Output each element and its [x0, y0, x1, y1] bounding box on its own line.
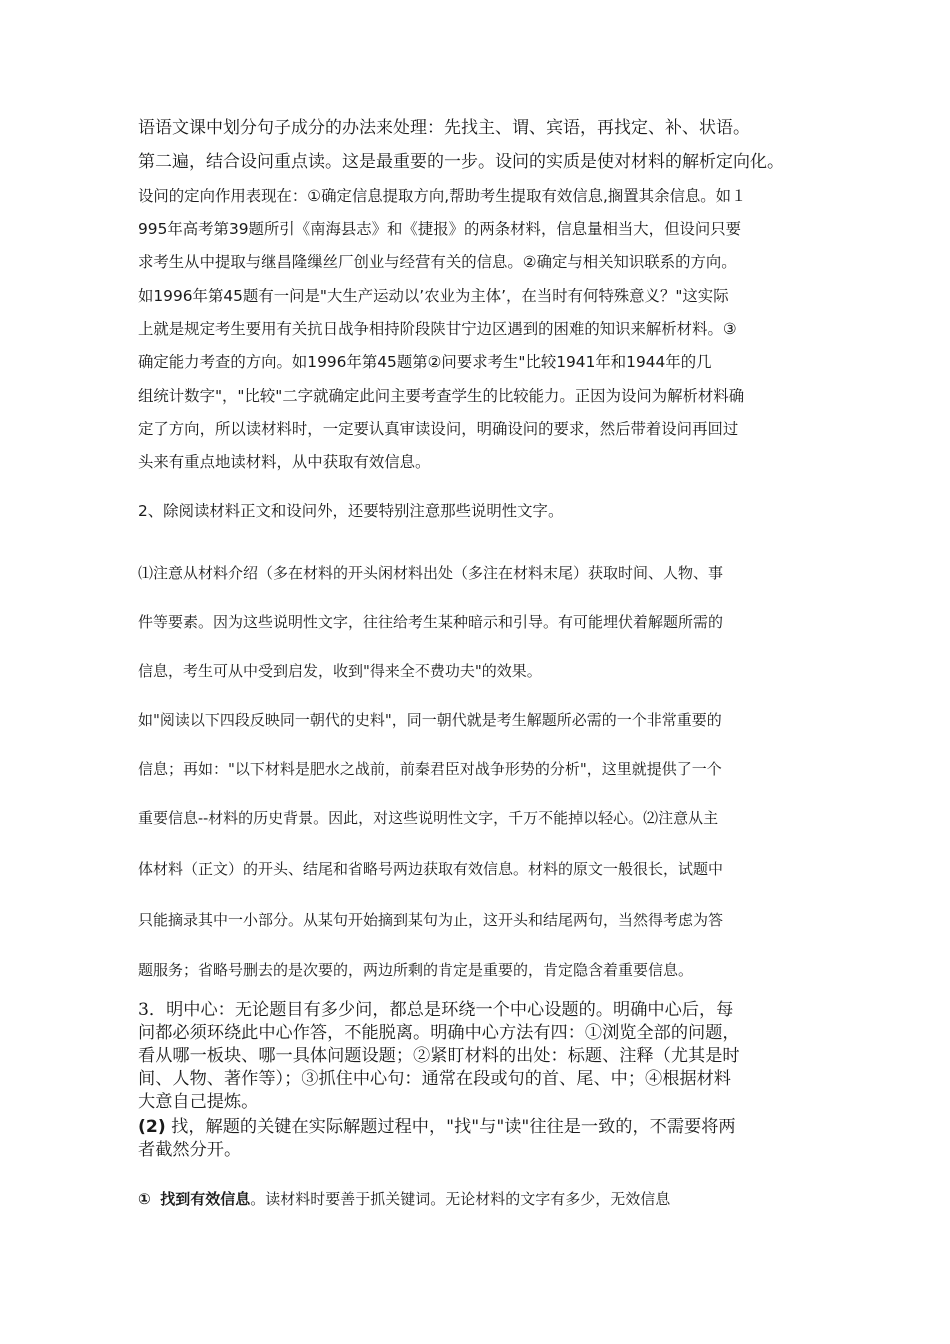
- para1-line-4: 995年高考第39题所引《南海县志》和《捷报》的两条材料，信息量相当大，但设问只要: [138, 220, 742, 238]
- para1-line-11: 头来有重点地读材料，从中获取有效信息。: [138, 453, 431, 471]
- para3-line-1: 3．明中心：无论题目有多少问，都总是环绕一个中心设题的。明确中心后，每: [138, 1000, 734, 1020]
- para1-line-1: 语语文课中划分句子成分的办法来处理：先找主、谓、宾语，再找定、补、状语。: [138, 118, 750, 138]
- para1-line-2: 第二遍，结合设问重点读。这是最重要的一步。设问的实质是使对材料的解析定向化。: [138, 152, 784, 172]
- para2-line-3: 信息，考生可从中受到启发，收到"得来全不费功夫"的效果。: [138, 662, 542, 680]
- para2-line-1: ⑴注意从材料介绍（多在材料的开头闲材料出处（多注在材料末尾）获取时间、人物、事: [138, 564, 724, 582]
- para1-line-8: 确定能力考查的方向。如1996年第45题第②问要求考生"比较1941年和1944年的几: [138, 353, 712, 371]
- para3-sub-line-1: [138, 1117, 736, 1138]
- para2-line-4: 如"阅读以下四段反映同一朝代的史料"，同一朝代就是考生解题所必需的一个非常重要的: [138, 711, 722, 729]
- para2-line-6: 重要信息--材料的历史背景。因此，对这些说明性文字，千万不能掉以轻心。⑵注意从主: [138, 809, 719, 827]
- para2-line-2: 件等要素。因为这些说明性文字，往往给考生某种暗示和引导。有可能埋伏着解题所需的: [138, 613, 724, 631]
- para1-line-6: 如1996年第45题有一问是"大生产运动以’农业为主体’，在当时有何特殊意义？"这实际: [138, 287, 729, 305]
- para3-line-3: 看从哪一板块、哪一具体问题设题；②紧盯材料的出处：标题、注释（尤其是时: [138, 1046, 740, 1066]
- para2-line-9: 题服务；省略号删去的是次要的，两边所剩的肯定是重要的，肯定隐含着重要信息。: [138, 961, 694, 979]
- para1-line-7: 上就是规定考生要用有关抗日战争相持阶段陕甘宁边区遇到的困难的知识来解析材料。③: [138, 320, 737, 338]
- para2-line-7: 体材料（正文）的开头、结尾和省略号两边获取有效信息。材料的原文一般很长，试题中: [138, 860, 724, 878]
- para3-line-5: 大意自己提炼。: [138, 1092, 259, 1112]
- para2-line-8: 只能摘录其中一小部分。从某句开始摘到某句为止，这开头和结尾两句，当然得考虑为答: [138, 911, 724, 929]
- para3-line-2: 问都必须环绕此中心作答，不能脱离。明确中心方法有四：①浏览全部的问题，: [138, 1023, 740, 1043]
- para1-line-3: 设问的定向作用表现在：①确定信息提取方向,帮助考生提取有效信息,搁置其余信息。如１: [138, 187, 747, 205]
- para3-line-4: 间、人物、著作等）；③抓住中心句：通常在段或句的首、尾、中；④根据材料: [138, 1069, 731, 1089]
- para1-line-9: 组统计数字"，"比较"二字就确定此问主要考查学生的比较能力。正因为设问为解析材料确: [138, 387, 745, 405]
- item-bold-heading: 找到有效信息: [160, 1190, 251, 1208]
- sub-item-label: (2): [138, 1117, 166, 1137]
- para1-line-5: 求考生从中提取与继昌隆缫丝厂创业与经营有关的信息。②确定与相关知识联系的方向。: [138, 253, 737, 271]
- item-text: 。读材料时要善于抓关键词。无论材料的文字有多少，无效信息: [250, 1190, 671, 1208]
- sub-item-text: 找，解题的关键在实际解题过程中，"找"与"读"往往是一致的，不需要将两: [165, 1117, 736, 1137]
- section2-heading: 2、除阅读材料正文和设问外，还要特别注意那些说明性文字。: [138, 502, 564, 520]
- para1-line-10: 定了方向，所以读材料时，一定要认真审读设问，明确设问的要求，然后带着设问再回过: [138, 420, 739, 438]
- para2-line-5: 信息；再如："以下材料是肥水之战前，前秦君臣对战争形势的分析"，这里就提供了一个: [138, 760, 722, 778]
- item-marker: ①: [138, 1190, 151, 1208]
- para3-sub-line-2: 者截然分开。: [138, 1140, 242, 1160]
- para4-line-1: [138, 1190, 670, 1208]
